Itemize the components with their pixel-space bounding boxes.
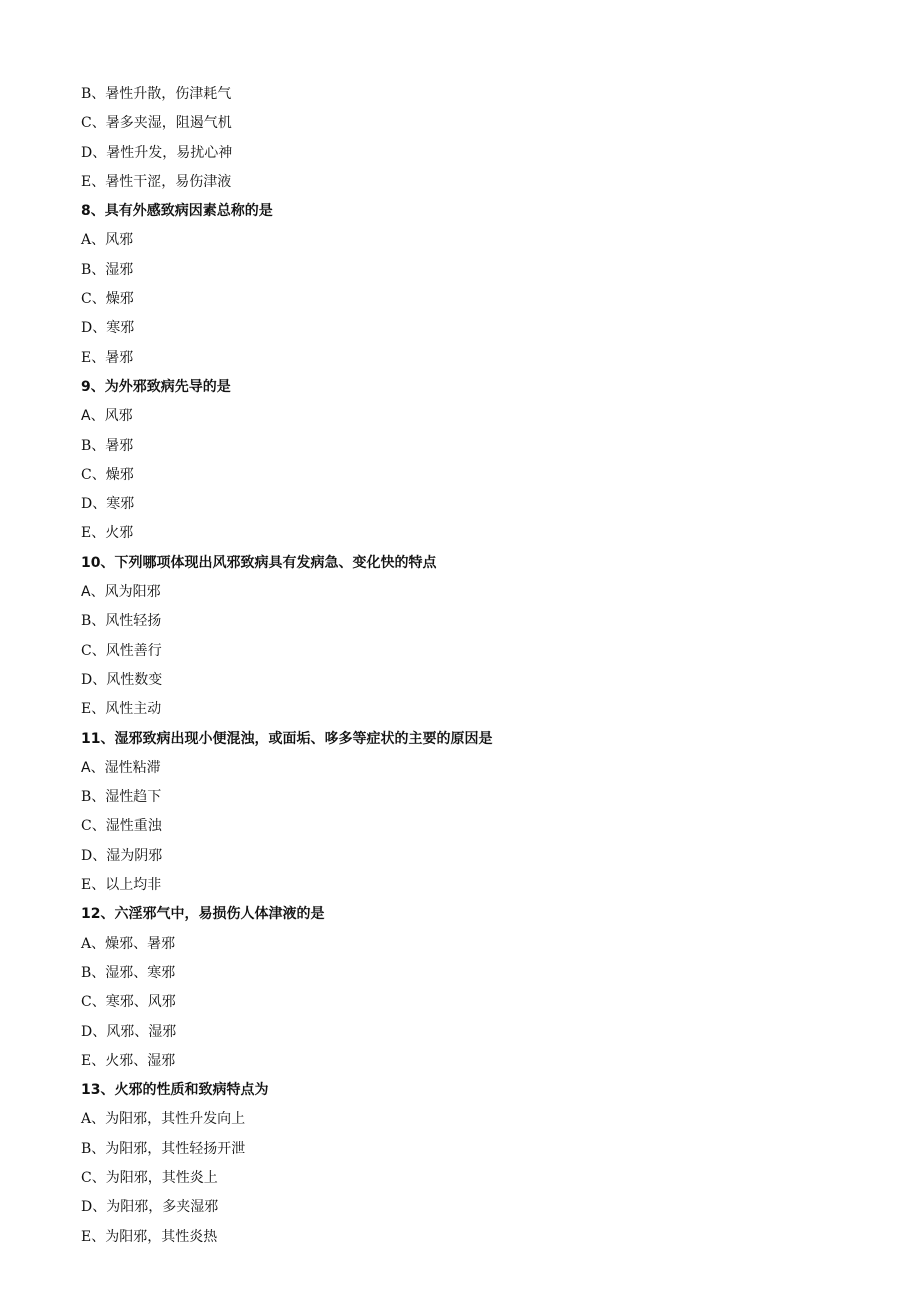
option-letter: C xyxy=(81,291,92,308)
q13-option-e xyxy=(81,1223,861,1252)
option-letter: A xyxy=(81,408,91,425)
option-letter: B xyxy=(81,964,92,981)
option-text: 、寒邪、风邪 xyxy=(91,994,176,1011)
option-letter: C xyxy=(81,994,92,1011)
question-number: 9 xyxy=(81,378,91,395)
option-letter: A xyxy=(81,935,92,952)
q7-option-e xyxy=(81,168,861,197)
q13-option-c xyxy=(81,1164,861,1193)
option-text: 、暑性干涩，易伤津液 xyxy=(91,173,232,190)
option-text: 、风为阳邪 xyxy=(90,584,161,601)
option-text: 、暑性升散，伤津耗气 xyxy=(91,86,232,102)
option-text: 、湿邪 xyxy=(91,261,134,278)
option-letter: E xyxy=(81,877,92,894)
q12-option-c xyxy=(81,988,861,1017)
question-10 xyxy=(81,549,861,578)
question-text: 、具有外感致病因素总称的是 xyxy=(90,203,273,220)
q11-option-a xyxy=(81,754,861,783)
q10-option-a xyxy=(81,578,861,607)
question-number: 10 xyxy=(81,554,101,571)
q8-option-a xyxy=(81,226,861,255)
option-text: 、风性主动 xyxy=(91,701,162,718)
q9-option-d xyxy=(81,490,861,519)
q12-option-d xyxy=(81,1018,861,1047)
option-letter: D xyxy=(81,1199,93,1216)
option-text: 、湿性重浊 xyxy=(91,818,162,835)
option-text: 、湿邪、寒邪 xyxy=(91,964,176,981)
option-letter: B xyxy=(81,789,92,806)
q13-option-b xyxy=(81,1135,861,1164)
q12-option-a xyxy=(81,930,861,959)
question-number: 13 xyxy=(81,1082,101,1099)
option-text: 、为阳邪，其性轻扬开泄 xyxy=(91,1140,246,1157)
option-letter: B xyxy=(81,613,92,630)
document-page xyxy=(81,80,861,1252)
option-letter: C xyxy=(81,818,92,835)
question-8 xyxy=(81,197,861,226)
option-text: 、风性数变 xyxy=(92,671,163,688)
option-letter: D xyxy=(81,1023,93,1040)
q12-option-b xyxy=(81,959,861,988)
q11-option-d xyxy=(81,842,861,871)
q9-option-b xyxy=(81,432,861,461)
question-text: 、为外邪致病先导的是 xyxy=(90,378,231,395)
q7-option-b xyxy=(81,80,861,109)
option-letter: A xyxy=(81,232,92,249)
question-13 xyxy=(81,1076,861,1105)
question-text: 、湿邪致病出现小便混浊，或面垢、哆多等症状的主要的原因是 xyxy=(100,730,493,747)
q9-option-e xyxy=(81,519,861,548)
option-text: 、风邪 xyxy=(91,232,134,249)
option-letter: A xyxy=(81,1111,92,1128)
option-text: 、火邪 xyxy=(91,525,134,542)
question-9 xyxy=(81,373,861,402)
option-letter: D xyxy=(81,671,93,688)
q8-option-c xyxy=(81,285,861,314)
option-text: 、风邪 xyxy=(90,408,133,425)
option-text: 、风性善行 xyxy=(91,642,162,659)
option-text: 、寒邪 xyxy=(92,496,135,513)
q12-option-e xyxy=(81,1047,861,1076)
option-text: 、燥邪 xyxy=(91,291,134,308)
q11-option-b xyxy=(81,783,861,812)
q10-option-c xyxy=(81,637,861,666)
q13-option-d xyxy=(81,1193,861,1222)
question-number: 11 xyxy=(81,730,101,747)
question-text: 、火邪的性质和致病特点为 xyxy=(100,1082,269,1099)
q10-option-b xyxy=(81,607,861,636)
option-text: 、暑邪 xyxy=(91,437,134,454)
question-number: 12 xyxy=(81,906,101,923)
q10-option-e xyxy=(81,695,861,724)
option-letter: E xyxy=(81,1052,92,1069)
option-letter: C xyxy=(81,1169,92,1186)
option-text: 、火邪、湿邪 xyxy=(91,1052,176,1069)
option-text: 、风性轻扬 xyxy=(91,613,162,630)
q7-option-c xyxy=(81,109,861,138)
option-text: 、暑多夹湿，阻遏气机 xyxy=(91,115,232,132)
q9-option-a xyxy=(81,402,861,431)
q7-option-d xyxy=(81,139,861,168)
option-letter: D xyxy=(81,320,93,337)
option-letter: C xyxy=(81,115,92,132)
q9-option-c xyxy=(81,461,861,490)
option-letter: C xyxy=(81,466,92,483)
question-11 xyxy=(81,725,861,754)
option-text: 、为阳邪，其性炎热 xyxy=(91,1228,218,1245)
q8-option-e xyxy=(81,344,861,373)
option-letter: E xyxy=(81,349,92,366)
option-letter: C xyxy=(81,642,92,659)
option-text: 、燥邪、暑邪 xyxy=(91,935,176,952)
option-text: 、暑邪 xyxy=(91,349,134,366)
option-letter: A xyxy=(81,584,91,601)
option-text: 、寒邪 xyxy=(92,320,135,337)
question-text: 、下列哪项体现出风邪致病具有发病急、变化快的特点 xyxy=(100,554,437,571)
question-text: 、六淫邪气中，易损伤人体津液的是 xyxy=(100,906,325,923)
option-letter: D xyxy=(81,847,93,864)
option-text: 、为阳邪，其性升发向上 xyxy=(91,1111,246,1128)
option-letter: B xyxy=(81,437,92,454)
option-text: 、为阳邪，其性炎上 xyxy=(91,1169,218,1186)
option-text: 、为阳邪，多夹湿邪 xyxy=(92,1199,219,1216)
q8-option-b xyxy=(81,256,861,285)
q11-option-e xyxy=(81,871,861,900)
question-number: 8 xyxy=(81,203,91,220)
q11-option-c xyxy=(81,812,861,841)
option-letter: D xyxy=(81,496,93,513)
option-letter: A xyxy=(81,759,91,776)
option-text: 、暑性升发，易扰心神 xyxy=(92,144,233,161)
option-letter: D xyxy=(81,144,93,161)
option-text: 、以上均非 xyxy=(91,877,162,894)
option-letter: E xyxy=(81,173,92,190)
q10-option-d xyxy=(81,666,861,695)
option-letter: B xyxy=(81,86,92,102)
option-text: 、湿为阴邪 xyxy=(92,847,163,864)
option-letter: B xyxy=(81,1140,92,1157)
option-letter: E xyxy=(81,701,92,718)
option-letter: E xyxy=(81,1228,92,1245)
q8-option-d xyxy=(81,314,861,343)
option-letter: B xyxy=(81,261,92,278)
option-text: 、湿性粘滞 xyxy=(90,759,161,776)
option-text: 、风邪、湿邪 xyxy=(92,1023,177,1040)
option-text: 、燥邪 xyxy=(91,466,134,483)
option-text: 、湿性趋下 xyxy=(91,789,162,806)
q13-option-a xyxy=(81,1105,861,1134)
option-letter: E xyxy=(81,525,92,542)
question-12 xyxy=(81,900,861,929)
